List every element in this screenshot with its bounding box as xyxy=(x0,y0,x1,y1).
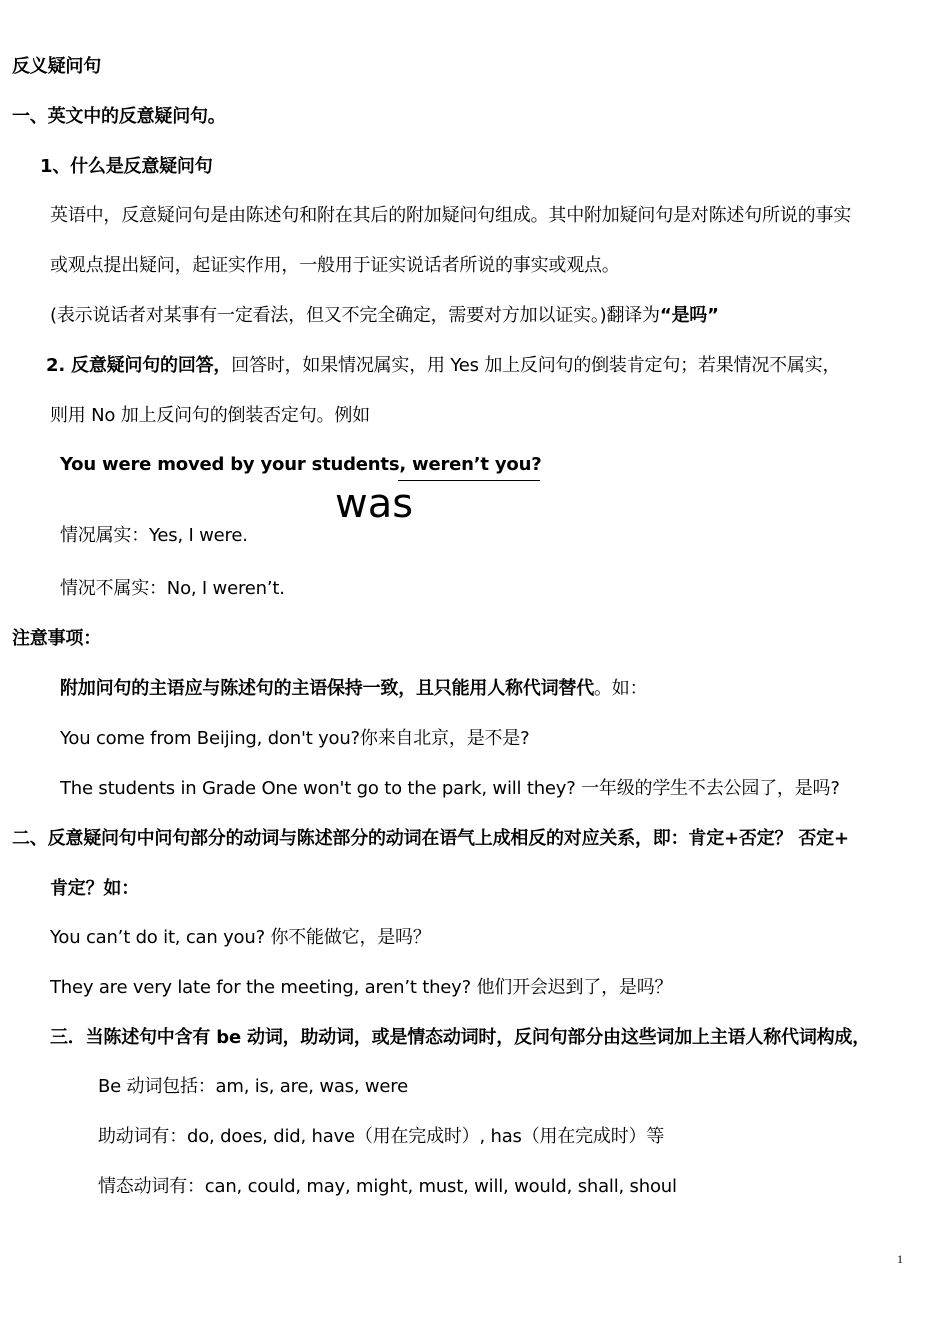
note-example-2: The students in Grade One won't go to the park, will they? 一年级的学生不去公园了，是吗? xyxy=(60,778,840,799)
paragraph-line: 则用 No 加上反问句的倒装否定句。例如 xyxy=(50,405,370,426)
note-rule: 附加问句的主语应与陈述句的主语保持一致，且只能用人称代词替代 xyxy=(60,678,594,699)
paragraph-line: 或观点提出疑问，起证实作用，一般用于证实说话者所说的事实或观点。 xyxy=(50,255,620,276)
example-tag: weren’t you? xyxy=(412,454,542,475)
notes-heading: 注意事项： xyxy=(12,628,101,649)
tag-underline xyxy=(398,480,540,481)
translation-emphasis: “是吗” xyxy=(659,305,719,326)
be-verbs-line: Be 动词包括：am, is, are, was, were xyxy=(98,1076,408,1097)
paragraph-line: 英语中，反意疑问句是由陈述句和附在其后的附加疑问句组成。其中附加疑问句是对陈述句所说的事实 xyxy=(50,205,851,226)
section-1-2-line xyxy=(46,354,840,378)
section-1-2-heading: 2. 反意疑问句的回答， xyxy=(46,355,232,376)
section-2-example-2: They are very late for the meeting, aren’t they? 他们开会迟到了，是吗？ xyxy=(50,977,673,998)
page-number: 1 xyxy=(897,1252,903,1266)
note-tail: 。如： xyxy=(594,678,648,699)
section-1-heading: 一、英文中的反意疑问句。 xyxy=(12,106,226,127)
example-sentence xyxy=(60,453,541,477)
section-2-example-1: You can’t do it, can you? 你不能做它，是吗？ xyxy=(50,927,431,948)
answer-yes: 情况属实：Yes, I were. xyxy=(60,525,248,546)
doc-title: 反义疑问句 xyxy=(12,56,101,77)
paragraph-text: (表示说话者对某事有一定看法，但又不完全确定，需要对方加以证实。)翻译为 xyxy=(50,305,660,326)
modal-verbs-line: 情态动词有：can, could, may, might, must, will, would, shall, shoul xyxy=(98,1176,677,1197)
answer-no: 情况不属实：No, I weren’t. xyxy=(60,578,285,599)
handwritten-correction: was xyxy=(335,481,414,527)
note-example-1: You come from Beijing, don't you?你来自北京，是不是? xyxy=(60,728,530,749)
paragraph-text: 回答时，如果情况属实，用 Yes 加上反问句的倒装肯定句；若果情况不属实， xyxy=(231,355,841,376)
note-line xyxy=(60,677,647,701)
section-2-heading: 二、反意疑问句中问句部分的动词与陈述部分的动词在语气上成相反的对应关系，即：肯定+否定？ 否定+ xyxy=(12,828,849,849)
section-1-1-heading: 1、什么是反意疑问句 xyxy=(40,156,213,177)
auxiliary-verbs-line: 助动词有：do, does, did, have（用在完成时）, has（用在完成时）等 xyxy=(98,1126,665,1147)
paragraph-line xyxy=(50,304,719,328)
section-3-heading: 三．当陈述句中含有 be 动词，助动词，或是情态动词时，反问句部分由这些词加上主语人称代词构成， xyxy=(50,1027,871,1048)
example-main: You were moved by your students, xyxy=(60,454,413,475)
section-2-heading-cont: 肯定？如： xyxy=(50,878,139,899)
